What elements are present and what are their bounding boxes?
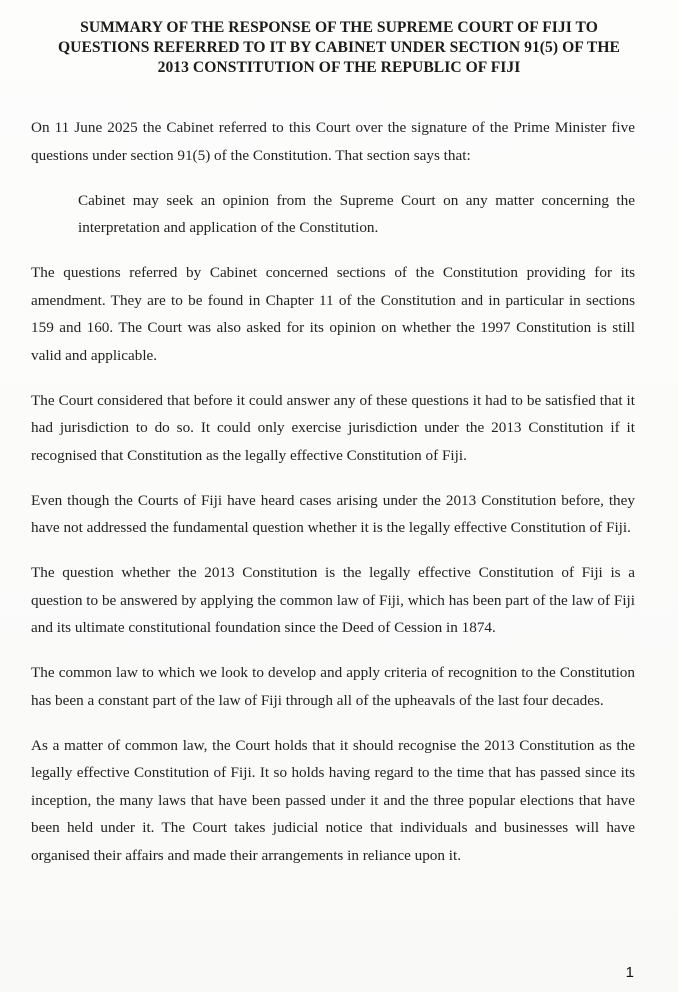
paragraph-common-law-criteria: The common law to which we look to develop and apply criteria of recognition to the Constitution has been a constant part of the law of Fiji through all of the upheavals of the last four decades.	[31, 664, 635, 709]
paragraph-jurisdiction: The Court considered that before it could answer any of these questions it had to be satisfied that it had jurisdiction to do so. It could only exercise jurisdiction under the 2013 Constitution if it recognised that Constitution as the legally effective Constitution of Fiji.	[31, 391, 635, 464]
paragraph-courts-of-fiji: Even though the Courts of Fiji have heard cases arising under the 2013 Constitution before, they have not addressed the fundamental question whether it is the legally effective Constitution of Fiji.	[31, 491, 635, 536]
document-body	[31, 114, 635, 887]
title-line-3: 2013 CONSTITUTION OF THE REPUBLIC OF FIJI	[157, 59, 521, 76]
quoted-section-text: Cabinet may seek an opinion from the Supreme Court on any matter concerning the interpretation and application of the Constitution.	[78, 191, 635, 236]
page-number: 1	[625, 964, 634, 981]
paragraph-reference: On 11 June 2025 the Cabinet referred to this Court over the signature of the Prime Minister five questions under section 91(5) of the Constitution. That section says that:	[31, 119, 635, 164]
document-title	[36, 18, 642, 78]
paragraph-common-law-question: The question whether the 2013 Constitution is the legally effective Constitution of Fiji is a question to be answered by applying the common law of Fiji, which has been part of the law of Fiji and its ultimate constitutional foundation since the Deed of Cession in 1874.	[31, 564, 635, 636]
title-line-1: SUMMARY OF THE RESPONSE OF THE SUPREME COURT OF FIJI TO	[80, 19, 598, 36]
paragraph-holding: As a matter of common law, the Court holds that it should recognise the 2013 Constitution as the legally effective Constitution of Fiji. It so holds having regard to the time that has passed since its inception, the many laws that have been passed under it and the three popular elections that have been held under it. The Court takes judicial notice that individuals and businesses will have organised their affairs and made their arrangements in reliance upon it.	[31, 736, 635, 864]
paragraph-questions: The questions referred by Cabinet concerned sections of the Constitution providing for its amendment. They are to be found in Chapter 11 of the Constitution and in particular in sections 159 and 160. The Court was also asked for its opinion on whether the 1997 Constitution is still valid and applicable.	[31, 264, 635, 364]
title-line-2: QUESTIONS REFERRED TO IT BY CABINET UNDER SECTION 91(5) OF THE	[57, 39, 620, 56]
